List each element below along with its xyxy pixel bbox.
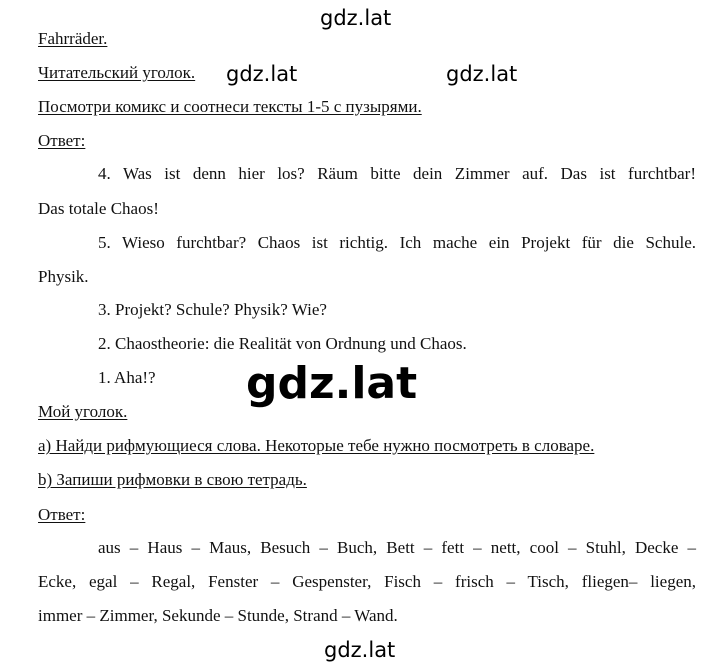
answer-line-4-cont: Das totale Chaos!: [38, 199, 159, 218]
answer-line-5-cont: Physik.: [38, 267, 89, 286]
task-b-instruction: b) Запиши рифмовки в свою тетрадь.: [38, 470, 307, 489]
watermark-right: gdz.lat: [446, 62, 518, 86]
answer-line-4: 4. Was ist denn hier los? Räum bitte dein Zimmer auf. Das ist furchtbar!: [98, 164, 696, 183]
task-a-instruction: a) Найди рифмующиеся слова. Некоторые тебе нужно посмотреть в словаре.: [38, 436, 595, 455]
answer-line-3: 3. Projekt? Schule? Physik? Wie?: [98, 300, 327, 319]
watermark-top: gdz.lat: [320, 6, 392, 30]
answer-label-2: Ответ:: [38, 505, 86, 524]
section-title-reading-corner: Читательский уголок.: [38, 63, 196, 82]
rhymes-line-1: aus – Haus – Maus, Besuch – Buch, Bett – fett – nett, cool – Stuhl, Decke –: [98, 538, 696, 557]
rhymes-line-3: immer – Zimmer, Sekunde – Stunde, Strand – Wand.: [38, 606, 398, 625]
task-instruction-comic: Посмотри комикс и соотнеси тексты 1-5 с пузырями.: [38, 97, 422, 116]
section-title-bicycles: Fahrräder.: [38, 29, 108, 48]
answer-line-1: 1. Aha!?: [98, 368, 156, 387]
answer-line-2: 2. Chaostheorie: die Realität von Ordnung und Chaos.: [98, 334, 467, 353]
watermark-center: gdz.lat: [246, 358, 418, 409]
section-title-my-corner: Мой уголок.: [38, 402, 128, 421]
watermark-bottom: gdz.lat: [324, 638, 396, 662]
rhymes-line-2: Ecke, egal – Regal, Fenster – Gespenster, Fisch – frisch – Tisch, fliegen– liegen,: [38, 572, 696, 591]
answer-line-5: 5. Wieso furchtbar? Chaos ist richtig. Ich mache ein Projekt für die Schule.: [98, 233, 696, 252]
watermark-left: gdz.lat: [226, 62, 298, 86]
answer-label: Ответ:: [38, 131, 86, 150]
